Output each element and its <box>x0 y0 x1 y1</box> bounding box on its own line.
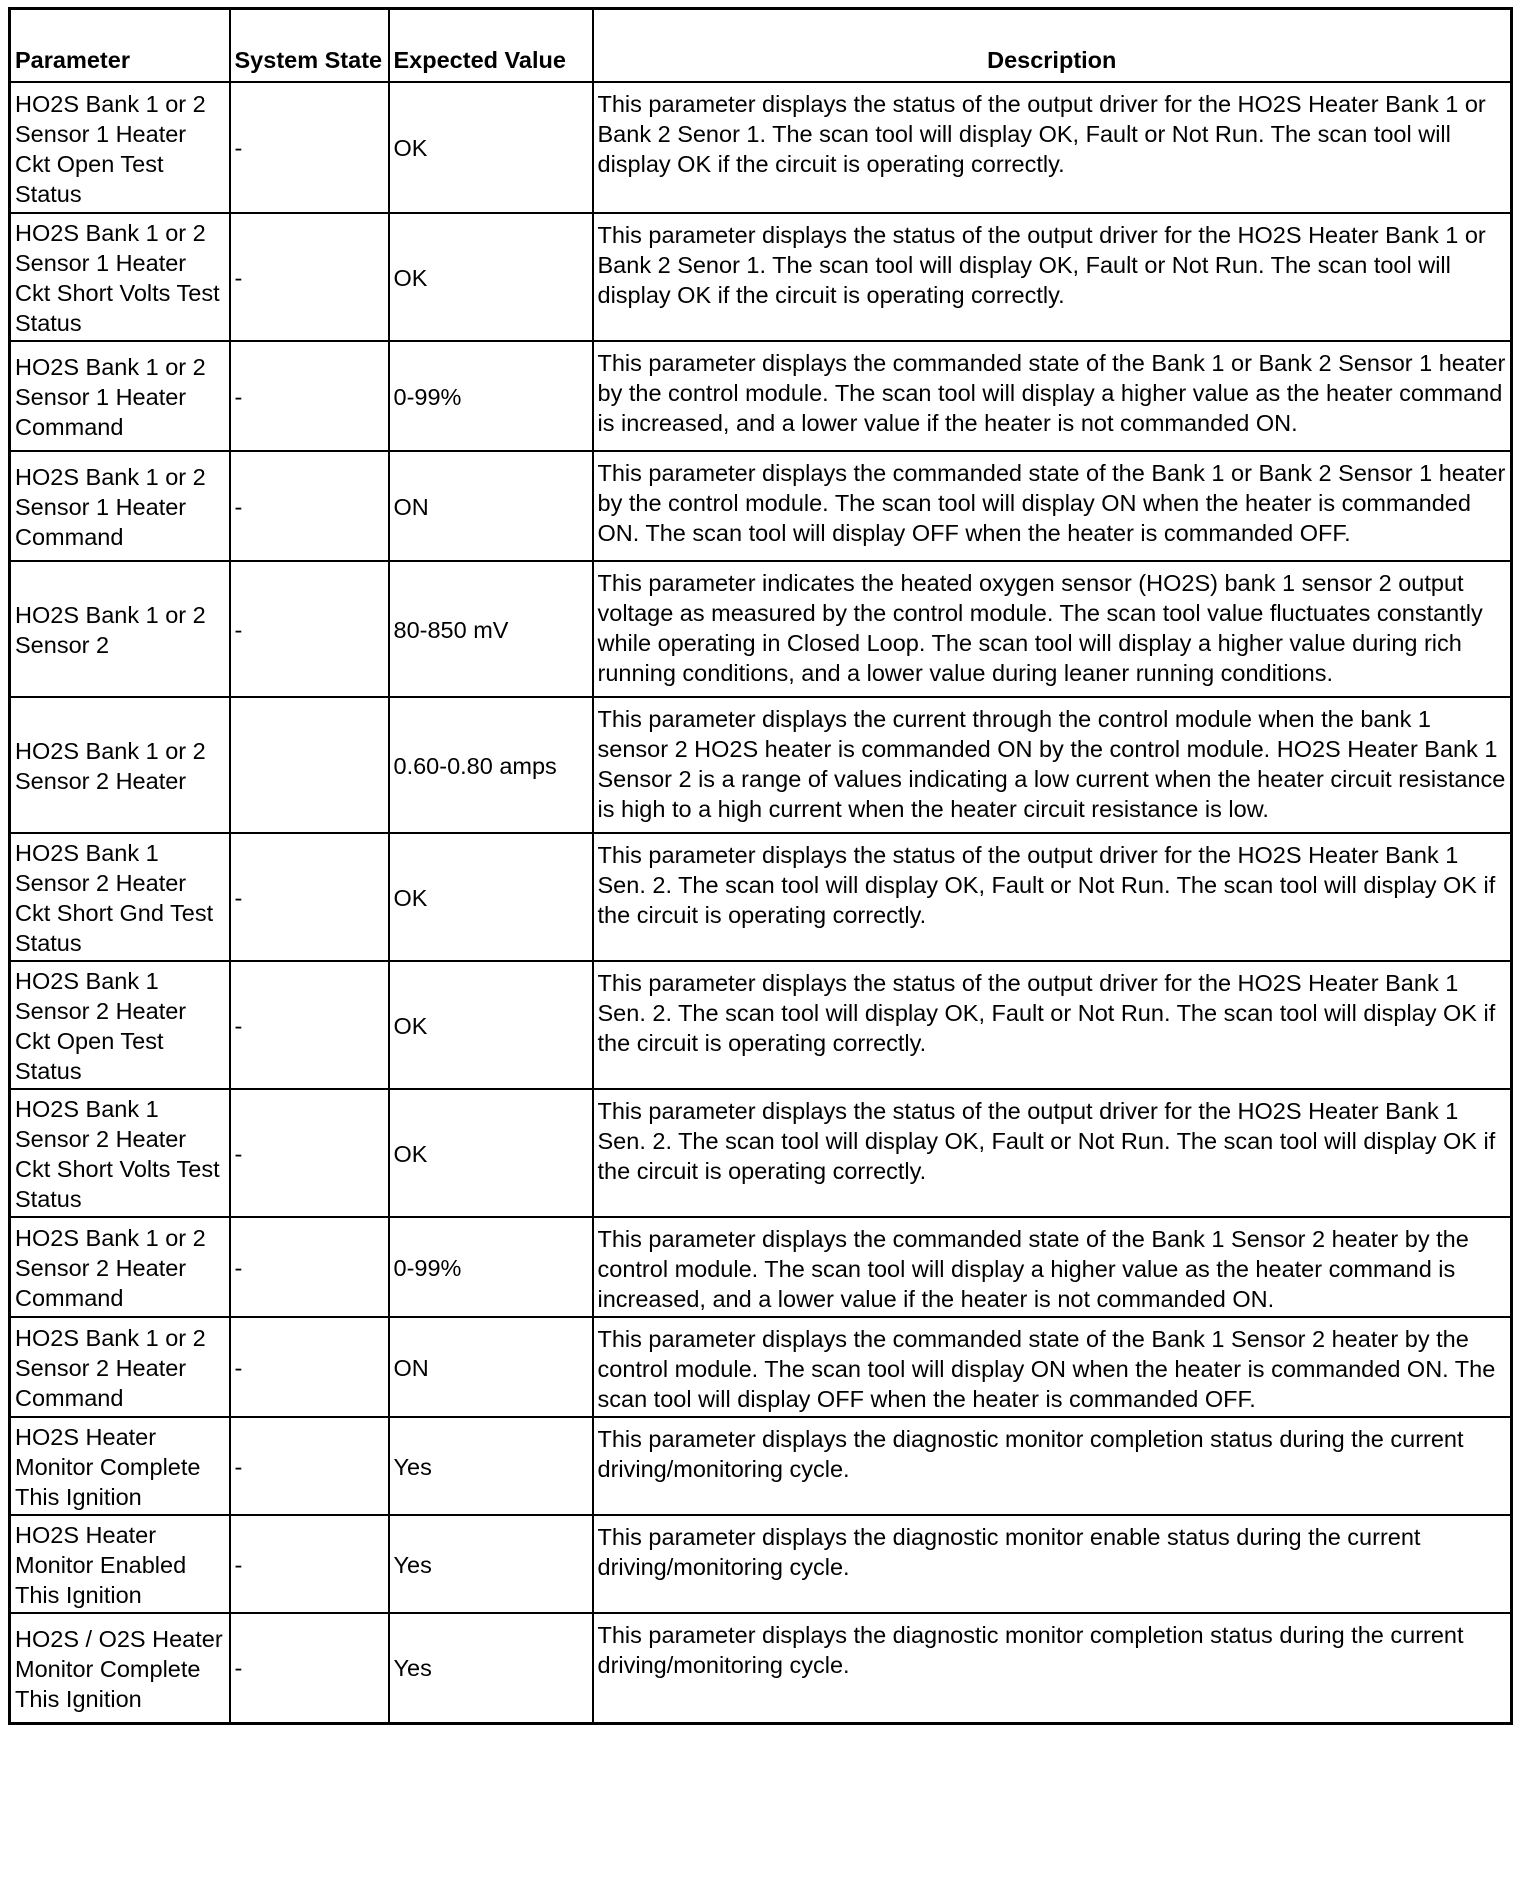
expected-value-cell: ON <box>389 1317 593 1417</box>
description-cell: This parameter displays the current through the control module when the bank 1 sensor 2 HO2S heater is commanded ON by the control module. HO2S Heater Bank 1 Sensor 2 is a range of values indicating a low current when the heater circuit resistance is high to a high current when the heater circuit resistance is low. <box>593 697 1512 833</box>
expected-value-cell: 0.60-0.80 amps <box>389 697 593 833</box>
description-cell: This parameter displays the commanded state of the Bank 1 Sensor 2 heater by the control module. The scan tool will display ON when the heater is commanded ON. The scan tool will display OFF when the heater is commanded OFF. <box>593 1317 1512 1417</box>
parameter-cell: HO2S Bank 1 Sensor 2 Heater Ckt Open Test Status <box>10 961 230 1089</box>
system-state-cell: - <box>230 1089 389 1217</box>
description-cell: This parameter displays the status of the output driver for the HO2S Heater Bank 1 or Bank 2 Senor 1. The scan tool will display OK, Fault or Not Run. The scan tool will display OK if the circuit is operating correctly. <box>593 213 1512 341</box>
system-state-cell: - <box>230 1613 389 1723</box>
expected-value-cell: 0-99% <box>389 341 593 451</box>
system-state-cell: - <box>230 451 389 561</box>
table-row <box>10 1613 1512 1723</box>
parameter-cell: HO2S Bank 1 Sensor 2 Heater Ckt Short Gnd Test Status <box>10 833 230 961</box>
description-cell: This parameter displays the diagnostic monitor completion status during the current driving/monitoring cycle. <box>593 1613 1512 1723</box>
table-row <box>10 961 1512 1089</box>
description-cell: This parameter displays the commanded state of the Bank 1 Sensor 2 heater by the control module. The scan tool will display a higher value as the heater command is increased, and a lower value if the heater is not commanded ON. <box>593 1217 1512 1317</box>
table-row <box>10 1317 1512 1417</box>
expected-value-cell: Yes <box>389 1417 593 1515</box>
table-row <box>10 561 1512 697</box>
description-cell: This parameter displays the status of the output driver for the HO2S Heater Bank 1 or Bank 2 Senor 1. The scan tool will display OK, Fault or Not Run. The scan tool will display OK if the circuit is operating correctly. <box>593 82 1512 213</box>
system-state-cell: - <box>230 213 389 341</box>
description-cell: This parameter displays the diagnostic monitor completion status during the current driving/monitoring cycle. <box>593 1417 1512 1515</box>
system-state-cell: - <box>230 561 389 697</box>
expected-value-cell: OK <box>389 82 593 213</box>
header-row <box>10 9 1512 83</box>
expected-value-cell: OK <box>389 1089 593 1217</box>
system-state-cell: - <box>230 1515 389 1613</box>
system-state-cell: - <box>230 833 389 961</box>
expected-value-cell: Yes <box>389 1613 593 1723</box>
parameter-table <box>8 7 1513 1725</box>
parameter-cell: HO2S Bank 1 or 2 Sensor 2 <box>10 561 230 697</box>
system-state-cell: - <box>230 1417 389 1515</box>
parameter-cell: HO2S Bank 1 or 2 Sensor 2 Heater Command <box>10 1317 230 1417</box>
expected-value-cell: OK <box>389 213 593 341</box>
table-row <box>10 697 1512 833</box>
parameter-cell: HO2S Bank 1 or 2 Sensor 1 Heater Ckt Open Test Status <box>10 82 230 213</box>
table-row <box>10 1089 1512 1217</box>
system-state-cell <box>230 697 389 833</box>
parameter-cell: HO2S Heater Monitor Enabled This Ignition <box>10 1515 230 1613</box>
header-system-state: System State <box>230 9 389 83</box>
description-cell: This parameter indicates the heated oxygen sensor (HO2S) bank 1 sensor 2 output voltage as measured by the control module. The scan tool value fluctuates constantly while operating in Closed Loop. The scan tool will display a higher value during rich running conditions, and a lower value during leaner running conditions. <box>593 561 1512 697</box>
expected-value-cell: 80-850 mV <box>389 561 593 697</box>
table-row <box>10 1417 1512 1515</box>
table-row <box>10 213 1512 341</box>
header-parameter: Parameter <box>10 9 230 83</box>
system-state-cell: - <box>230 341 389 451</box>
header-description: Description <box>593 9 1512 83</box>
system-state-cell: - <box>230 1317 389 1417</box>
description-cell: This parameter displays the commanded state of the Bank 1 or Bank 2 Sensor 1 heater by the control module. The scan tool will display ON when the heater is commanded ON. The scan tool will display OFF when the heater is commanded OFF. <box>593 451 1512 561</box>
description-cell: This parameter displays the diagnostic monitor enable status during the current driving/monitoring cycle. <box>593 1515 1512 1613</box>
parameter-cell: HO2S Bank 1 Sensor 2 Heater Ckt Short Volts Test Status <box>10 1089 230 1217</box>
system-state-cell: - <box>230 1217 389 1317</box>
header-expected-value: Expected Value <box>389 9 593 83</box>
table-row <box>10 451 1512 561</box>
parameter-cell: HO2S / O2S Heater Monitor Complete This Ignition <box>10 1613 230 1723</box>
parameter-cell: HO2S Bank 1 or 2 Sensor 1 Heater Ckt Short Volts Test Status <box>10 213 230 341</box>
expected-value-cell: OK <box>389 833 593 961</box>
expected-value-cell: Yes <box>389 1515 593 1613</box>
parameter-table-wrapper <box>8 7 1510 1725</box>
description-cell: This parameter displays the commanded state of the Bank 1 or Bank 2 Sensor 1 heater by the control module. The scan tool will display a higher value as the heater command is increased, and a lower value if the heater is not commanded ON. <box>593 341 1512 451</box>
system-state-cell: - <box>230 82 389 213</box>
table-row <box>10 833 1512 961</box>
description-cell: This parameter displays the status of the output driver for the HO2S Heater Bank 1 Sen. 2. The scan tool will display OK, Fault or Not Run. The scan tool will display OK if the circuit is operating correctly. <box>593 1089 1512 1217</box>
parameter-cell: HO2S Bank 1 or 2 Sensor 1 Heater Command <box>10 341 230 451</box>
description-cell: This parameter displays the status of the output driver for the HO2S Heater Bank 1 Sen. 2. The scan tool will display OK, Fault or Not Run. The scan tool will display OK if the circuit is operating correctly. <box>593 961 1512 1089</box>
parameter-cell: HO2S Bank 1 or 2 Sensor 2 Heater Command <box>10 1217 230 1317</box>
table-row <box>10 1217 1512 1317</box>
table-row <box>10 1515 1512 1613</box>
parameter-cell: HO2S Bank 1 or 2 Sensor 2 Heater <box>10 697 230 833</box>
expected-value-cell: ON <box>389 451 593 561</box>
expected-value-cell: OK <box>389 961 593 1089</box>
table-row <box>10 82 1512 213</box>
table-row <box>10 341 1512 451</box>
parameter-cell: HO2S Heater Monitor Complete This Ignition <box>10 1417 230 1515</box>
table-body <box>10 82 1512 1723</box>
system-state-cell: - <box>230 961 389 1089</box>
description-cell: This parameter displays the status of the output driver for the HO2S Heater Bank 1 Sen. 2. The scan tool will display OK, Fault or Not Run. The scan tool will display OK if the circuit is operating correctly. <box>593 833 1512 961</box>
parameter-cell: HO2S Bank 1 or 2 Sensor 1 Heater Command <box>10 451 230 561</box>
expected-value-cell: 0-99% <box>389 1217 593 1317</box>
